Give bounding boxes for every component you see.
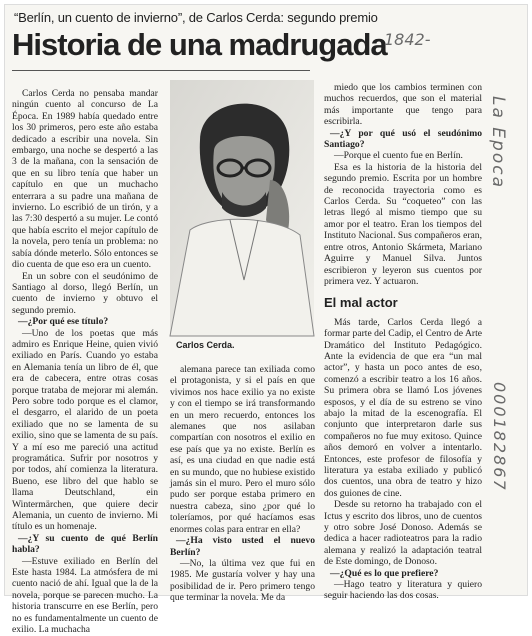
headline: Historia de una madrugada — [12, 27, 387, 62]
column-2 — [170, 364, 315, 604]
handwritten-number: 1842- — [384, 30, 431, 49]
body-paragraph: —No, la última vez que fui en 1985. Me gustaría volver y hay una posibilidad de ir. Pero primero tengo que terminar la novela. Me da — [170, 557, 315, 604]
body-paragraph: —Porque el cuento fue en Berlín. — [334, 150, 463, 162]
column-3 — [324, 82, 482, 602]
body-paragraph: alemana parece tan exiliada como el protagonista, y si el país en que vivimos nos hace exilio ya no existe y con el tiempo se irá transformando en un mero recuerdo, entonces los alemanes que nos asilaban compartían con nosotros el exilio en ese país que ya no existe. Berlín es así, es una ciudad en que nadie está en su mundo, que no hubiese existido jamás sin el muro. Pero el muro sólo pudo ser porque estaba primero en nuestra cabeza, sino ¿por qué lo toleríamos, por qué hacíamos esas enormes colas para entrar en ella? — [170, 364, 315, 535]
headline-rule — [12, 70, 310, 71]
column-1 — [12, 88, 159, 636]
body-paragraph: —Estuve exiliado en Berlín del Este hasta 1984. La atmósfera de mi cuento nació de ahí. Igual que la de la novela, porque se parecen mucho. La historia transcurre en ese Berlín, pero no es fundamentalmente un cuento de exilio. La muchacha — [12, 555, 158, 636]
column-3-top — [324, 82, 482, 287]
body-paragraph: Desde su retorno ha trabajado con el Ictus y escrito dos libros, uno de cuentos y otro sobre José Donoso. Además se dedica a hacer radioteatros para la radio alemana y realizó la adaptación teatral de Este domingo, de Donoso. — [324, 499, 482, 568]
interview-question: —¿Por qué ese título? — [18, 316, 109, 328]
body-paragraph: —Uno de los poetas que más admiro es Enrique Heine, quien vivió exiliado en París. Cuando yo estaba en Alemania tenía un libro de él, que era de cabecera, entre otras cosas porque trataba de mejorar mi alemán. Pero sobre todo porque es el clamor, el desgarro, el alarido de un poeta exiliado que no se lamenta de su exilio, sino que se lamenta de su país. Y a mí eso me pareció una actitud programática. Sufrir por nosotros y por todos, ahí comienza la literatura. Bueno, ese libro del que hablo se llama Deutschland, ein Wintermärchen, que quiere decir Alemania, un cuento de invierno. Mi título es un homenaje. — [12, 327, 158, 533]
body-paragraph: Más tarde, Carlos Cerda llegó a formar parte del Cadip, el Centro de Arte Dramático del Instituto Pedagógico. Ante la evidencia de que era “un mal actor”, y hasta un poco antes de eso, comenzó a escribir teatro a los 16 años. Su primera obra se llamó Los jóvenes esposos, y el día de su estreno se vino abajo la mitad de la escenografía. El conjunto que interpretaron darle sus compañeros no fue muy exitoso. Quince años demoró en volver a intentarlo. Entonces, este profesor de filosofía y literatura ya estaba exiliado y publicó dos cuentos, una obra de teatro y hizo dos guiones de cine. — [324, 316, 482, 499]
body-paragraph: —Hago teatro y literatura y quiero seguir haciendo las dos cosas. — [324, 579, 482, 602]
interview-question: —¿Ha visto usted el nuevo Berlín? — [170, 535, 315, 558]
handwritten-source: La Epoca — [488, 96, 508, 189]
kicker: “Berlín, un cuento de invierno”, de Carlos Cerda: segundo premio — [14, 10, 378, 25]
body-paragraph: En un sobre con el seudónimo de Santiago al dorso, llegó Berlín, un cuento de invierno y obtuvo el segundo premio. — [12, 270, 158, 316]
subhead: El mal actor — [324, 295, 398, 311]
photo-caption: Carlos Cerda. — [176, 340, 235, 350]
body-paragraph: Esa es la historia de la historia del segundo premio. Escrita por un hombre de reconocida trayectoria como es Carlos Cerda. Su “coqueteo” con las letras llegó al mismo tiempo que su amor por el teatro. Eran los tiempos del Instituto Nacional. Sus compañeros eran, entre otros, Antonio Skármeta, Mariano Aguirre y Manuel Silva. Juntos escribieron y leyeron sus cuentos por primera vez. Y actuaron. — [324, 161, 482, 287]
column-3-bottom — [324, 317, 482, 602]
body-paragraph: miedo que los cambios terminen con muchos recuerdos, que son el material más importante que tengo para escribirla. — [324, 82, 482, 128]
interview-question: —¿Qué es lo que prefiere? — [330, 567, 439, 579]
handwritten-code: 000182867 — [490, 382, 509, 492]
portrait-image — [170, 80, 314, 336]
interview-question: —¿Y su cuento de qué Berlín habla? — [12, 532, 158, 556]
interview-question: —¿Y por qué usó el seudónimo Santiago? — [324, 127, 482, 151]
author-photo — [170, 80, 314, 336]
body-paragraph: Carlos Cerda no pensaba mandar ningún cuento al concurso de La Época. En 1989 había quedado entre los 30 primeros, pero este año estaba dedicado a escribir una novela. Sin embargo, una noche se despertó a las 3 de la mañana, con la sensación de que en su libro tenía que haber un capítulo en que un muchacho enterrara a su padre una mañana de invierno. Lo escribió de un tirón, y a las 7:30 despertó a su mujer. Le contó que había escrito el mejor capítulo de la novela, pero tenía un problema: no sabía dónde meterlo. Sólo entonces se dio cuenta de que eso era un cuento. — [12, 88, 159, 271]
